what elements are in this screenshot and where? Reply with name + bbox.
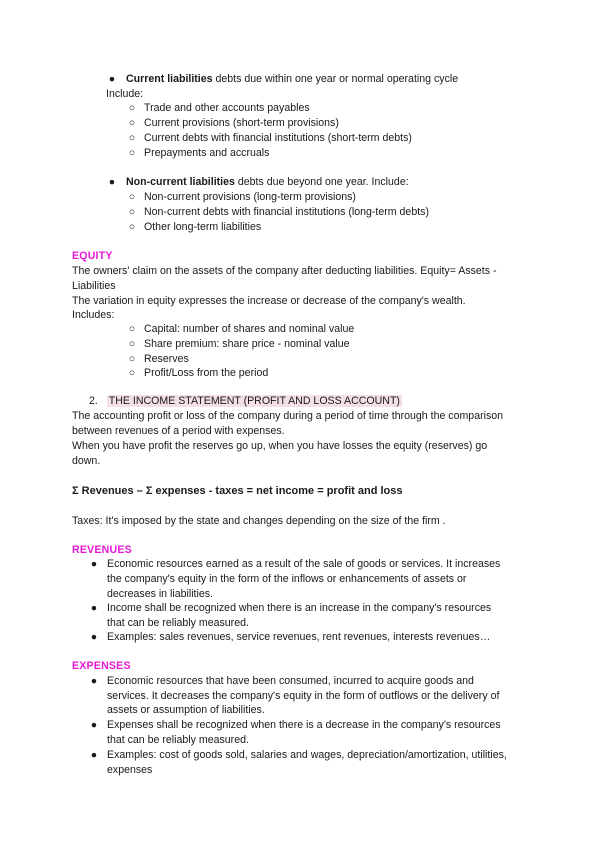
- income-statement-paragraph-line: When you have profit the reserves go up, when you have losses the equity (reserves) go: [72, 440, 488, 452]
- equity-paragraph-line: The variation in equity expresses the increase or decrease of the company's wealth.: [72, 295, 466, 307]
- bullet-icon: ●: [90, 558, 98, 570]
- current-liability-item: Trade and other accounts payables: [144, 102, 310, 114]
- current-liability-item: Current debts with financial institutions (short-term debts): [144, 132, 412, 144]
- taxes-note: Taxes: It's imposed by the state and changes depending on the size of the firm .: [72, 515, 446, 527]
- noncurrent-liability-item: Non-current provisions (long-term provisions): [144, 191, 356, 203]
- revenues-bullet-line: decreases in liabilities.: [107, 588, 213, 600]
- expenses-bullet-line: assets or assumption of liabilities.: [107, 704, 265, 716]
- equity-includes-label: Includes:: [72, 309, 115, 321]
- expenses-bullet-line: that can be reliably measured.: [107, 734, 249, 746]
- current-liabilities-text: [126, 72, 458, 87]
- expenses-bullet-line: Expenses shall be recognized when there is a decrease in the company's resources: [107, 719, 501, 731]
- equity-paragraph-line: The owners' claim on the assets of the company after deducting liabilities. Equity= Assets -: [72, 265, 497, 277]
- bullet-icon: ●: [90, 631, 98, 643]
- hollow-bullet-icon: ○: [128, 132, 136, 144]
- hollow-bullet-icon: ○: [128, 147, 136, 159]
- income-statement-paragraph-line: between revenues of a period with expenses.: [72, 425, 285, 437]
- hollow-bullet-icon: ○: [128, 191, 136, 203]
- section-title: THE INCOME STATEMENT (PROFIT AND LOSS ACCOUNT): [108, 395, 400, 407]
- current-liability-item: Current provisions (short-term provisions): [144, 117, 339, 129]
- income-statement-paragraph-line: down.: [72, 455, 101, 467]
- expenses-bullet-line: expenses: [107, 764, 153, 776]
- section-number: 2.: [89, 395, 98, 407]
- equity-item: Share premium: share price - nominal value: [144, 338, 350, 350]
- current-liabilities-definition: debts due within one year or normal operating cycle: [212, 73, 459, 85]
- hollow-bullet-icon: ○: [128, 221, 136, 233]
- hollow-bullet-icon: ○: [128, 206, 136, 218]
- expenses-heading: EXPENSES: [72, 660, 131, 672]
- equity-paragraph-line: Liabilities: [72, 280, 116, 292]
- revenues-bullet-line: that can be reliably measured.: [107, 617, 249, 629]
- equity-item: Reserves: [144, 353, 189, 365]
- equity-heading: EQUITY: [72, 250, 113, 262]
- expenses-bullet-line: services. It decreases the company's equity in the form of outflows or the delivery of: [107, 690, 500, 702]
- noncurrent-liabilities-text: [126, 175, 409, 190]
- hollow-bullet-icon: ○: [128, 353, 136, 365]
- expenses-bullet-line: Economic resources that have been consumed, incurred to acquire goods and: [107, 675, 474, 687]
- income-statement-heading: [89, 394, 402, 409]
- current-liabilities-term: Current liabilities: [126, 73, 213, 85]
- noncurrent-liability-item: Non-current debts with financial institutions (long-term debts): [144, 206, 429, 218]
- revenues-bullet-line: Examples: sales revenues, service revenues, rent revenues, interests revenues…: [107, 631, 491, 643]
- bullet-icon: ●: [90, 719, 98, 731]
- equity-item: Profit/Loss from the period: [144, 367, 269, 379]
- bullet-icon: ●: [108, 73, 116, 85]
- bullet-icon: ●: [90, 749, 98, 761]
- hollow-bullet-icon: ○: [128, 323, 136, 335]
- hollow-bullet-icon: ○: [128, 367, 136, 379]
- bullet-icon: ●: [108, 176, 116, 188]
- equity-item: Capital: number of shares and nominal value: [144, 323, 355, 335]
- noncurrent-liabilities-definition: debts due beyond one year. Include:: [234, 176, 409, 188]
- noncurrent-liabilities-term: Non-current liabilities: [126, 176, 235, 188]
- revenues-bullet-line: the company's equity in the form of the inflows or enhancements of assets or: [107, 573, 467, 585]
- income-statement-paragraph-line: The accounting profit or loss of the company during a period of time through the comparison: [72, 410, 504, 422]
- hollow-bullet-icon: ○: [128, 338, 136, 350]
- revenues-bullet-line: Income shall be recognized when there is an increase in the company's resources: [107, 602, 492, 614]
- revenues-bullet-line: Economic resources earned as a result of the sale of goods or services. It increases: [107, 558, 501, 570]
- bullet-icon: ●: [90, 675, 98, 687]
- noncurrent-liability-item: Other long-term liabilities: [144, 221, 262, 233]
- net-income-formula: Σ Revenues – Σ expenses - taxes = net income = profit and loss: [72, 485, 403, 497]
- current-liabilities-include-label: Include:: [106, 88, 144, 100]
- expenses-bullet-line: Examples: cost of goods sold, salaries and wages, depreciation/amortization, utilities,: [107, 749, 507, 761]
- current-liability-item: Prepayments and accruals: [144, 147, 270, 159]
- hollow-bullet-icon: ○: [128, 102, 136, 114]
- hollow-bullet-icon: ○: [128, 117, 136, 129]
- bullet-icon: ●: [90, 602, 98, 614]
- revenues-heading: REVENUES: [72, 544, 132, 556]
